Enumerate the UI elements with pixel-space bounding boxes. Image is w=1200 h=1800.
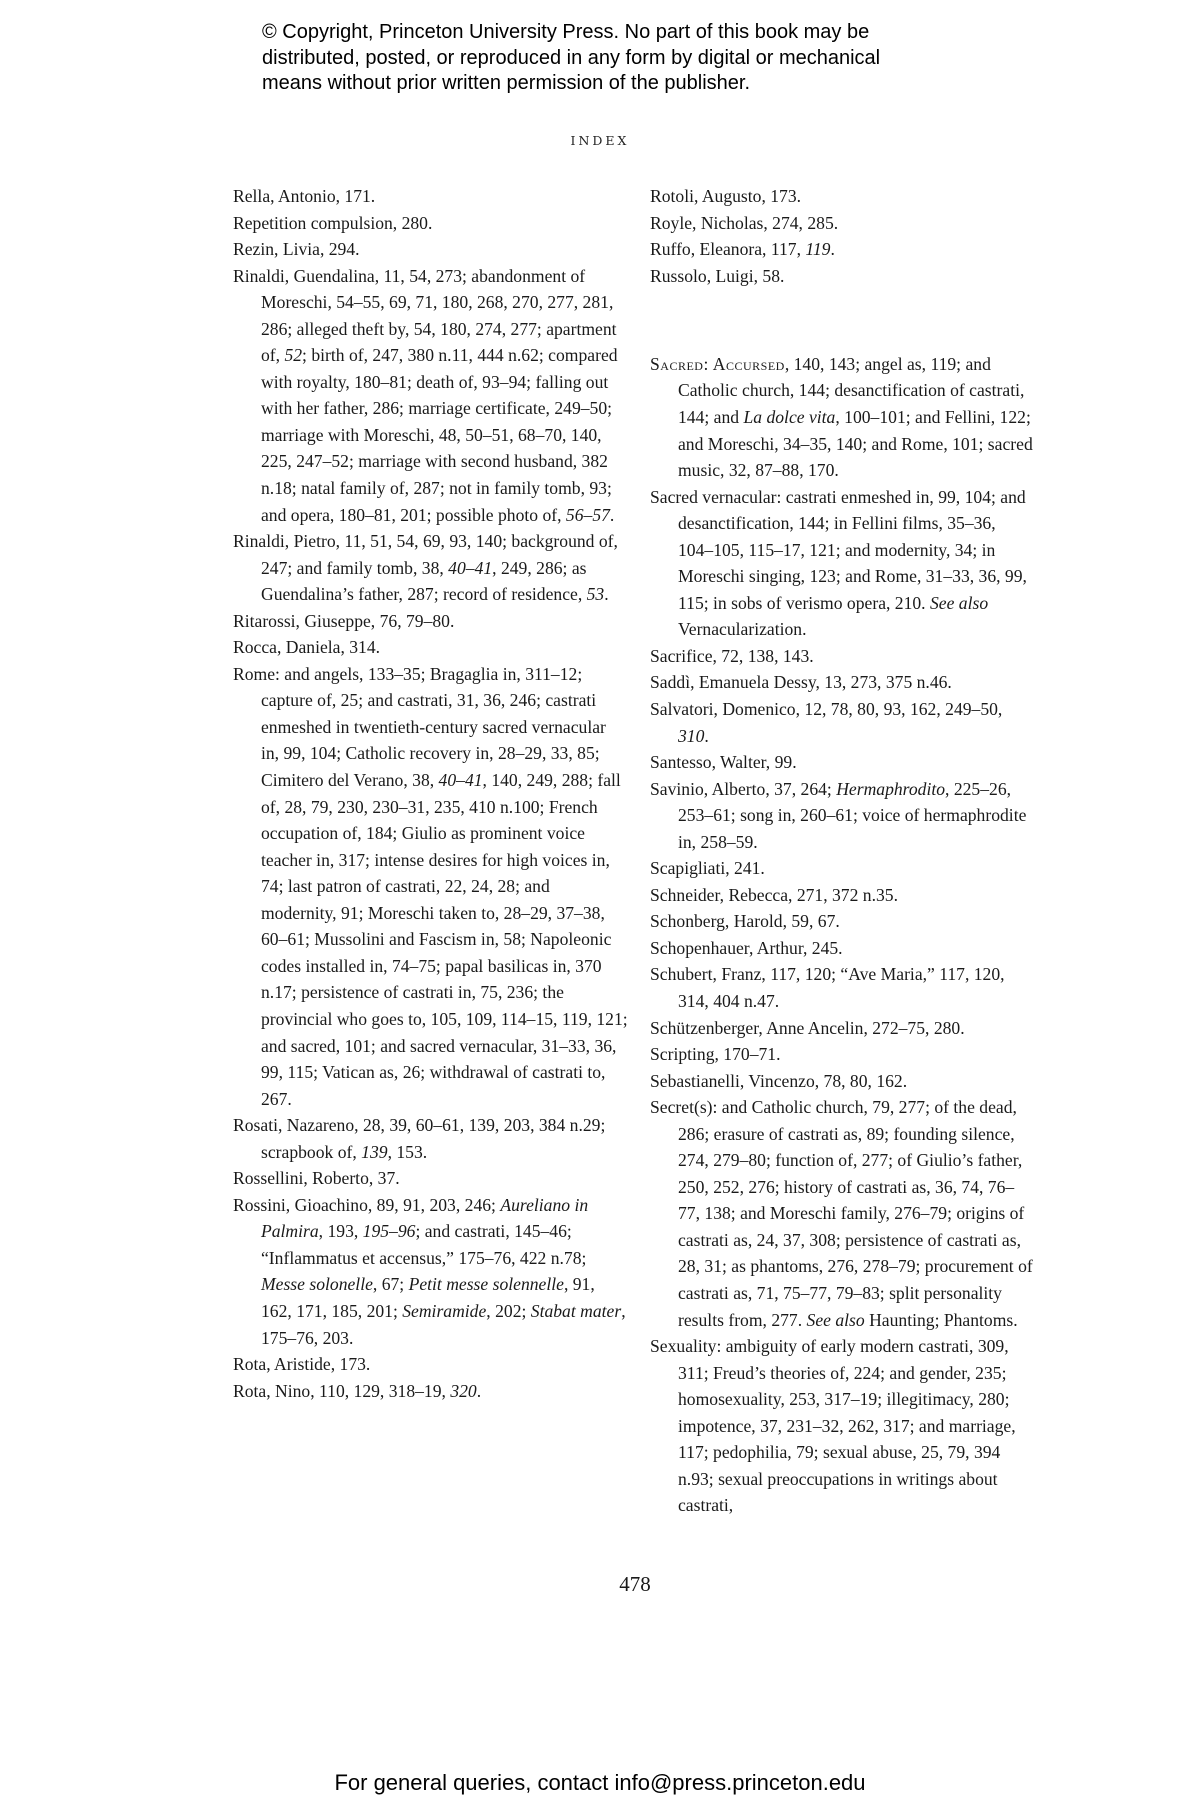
page-number: 478 [619, 1572, 651, 1596]
index-entry: Sacred vernacular: castrati enmeshed in, 99, 104; and desanctification, 144; in Fellini films, 35–36, 104–105, 115–17, 121; and modernity, 34; in Moreschi singing, 123; and Rome, 31–33, 36, 99, 115; in sobs of verismo opera, 210. See also Vernacularization. [650, 486, 1027, 640]
index-entry: Schubert, Franz, 117, 120; “Ave Maria,” 117, 120, 314, 404 n.47. [650, 964, 1005, 1011]
index-entry: Scripting, 170–71. [650, 1044, 781, 1065]
index-column-right [650, 183, 1035, 1519]
index-entry: Rocca, Daniela, 314. [233, 637, 381, 658]
index-entry: Salvatori, Domenico, 12, 78, 80, 93, 162, 249–50, 310. [650, 698, 1003, 746]
index-entry: Sacred: Accursed, 140, 143; angel as, 119; and Catholic church, 144; desanctification of castrati, 144; and La dolce vita, 100–101; and Fellini, 122; and Moreschi, 34–35, 140; and Rome, 101; sacred music, 32, 87–88, 170. [650, 353, 1033, 481]
index-entry: Ruffo, Eleanora, 117, 119. [650, 239, 835, 260]
index-entry: Repetition compulsion, 280. [233, 212, 433, 233]
copyright-line: means without prior written permission of the publisher. [262, 72, 751, 94]
index-entry: Russolo, Luigi, 58. [650, 265, 785, 286]
index-entry: Sacrifice, 72, 138, 143. [650, 645, 814, 666]
index-entry: Ritarossi, Giuseppe, 76, 79–80. [233, 610, 455, 631]
index-entry: Sebastianelli, Vincenzo, 78, 80, 162. [650, 1070, 908, 1091]
index-entry: Saddì, Emanuela Dessy, 13, 273, 375 n.46. [650, 672, 952, 693]
index-entry: Santesso, Walter, 99. [650, 752, 797, 773]
index-entry: Rota, Aristide, 173. [233, 1354, 371, 1375]
index-entry: Secret(s): and Catholic church, 79, 277; of the dead, 286; erasure of castrati as, 89; founding silence, 274, 279–80; function of, 277; of Giulio’s father, 250, 252, 276; history of castrati as, 36, 74, 76–77, 138; and Moreschi family, 276–79; origins of castrati as, 24, 37, 308; persistence of castrati as, 28, 31; as phantoms, 276, 278–79; procurement of castrati as, 71, 75–77, 79–83; split personality results from, 277. See also Haunting; Phantoms. [650, 1097, 1033, 1330]
index-entry: Scapigliati, 241. [650, 858, 765, 879]
index-entry: Schützenberger, Anne Ancelin, 272–75, 280. [650, 1017, 965, 1038]
running-head: INDEX [570, 133, 630, 148]
index-entry: Savinio, Alberto, 37, 264; Hermaphrodito, 225–26, 253–61; song in, 260–61; voice of hermaphrodite in, 258–59. [650, 778, 1027, 852]
index-entry: Rosati, Nazareno, 28, 39, 60–61, 139, 203, 384 n.29; scrapbook of, 139, 153. [233, 1115, 606, 1162]
index-entry: Schopenhauer, Arthur, 245. [650, 937, 843, 958]
index-entry: Rome: and angels, 133–35; Bragaglia in, 311–12; capture of, 25; and castrati, 31, 36, 246; castrati enmeshed in twentieth-century sacred vernacular in, 99, 104; Catholic recovery in, 28–29, 33, 85; Cimitero del Verano, 38, 40–41, 140, 249, 288; fall of, 28, 79, 230, 230–31, 235, 410 n.100; French occupation of, 184; Giulio as prominent voice teacher in, 317; intense desires for high voices in, 74; last patron of castrati, 22, 24, 28; and modernity, 91; Moreschi taken to, 28–29, 37–38, 60–61; Mussolini and Fascism in, 58; Napoleonic codes installed in, 74–75; papal basilicas in, 370 n.17; persistence of castrati in, 75, 236; the provincial who goes to, 105, 109, 114–15, 119, 121; and sacred, 101; and sacred vernacular, 31–33, 36, 99, 115; Vatican as, 26; withdrawal of castrati to, 267. [233, 663, 628, 1109]
index-entry: Rinaldi, Pietro, 11, 51, 54, 69, 93, 140; background of, 247; and family tomb, 38, 40–41, 249, 286; as Guendalina’s father, 287; record of residence, 53. [233, 531, 618, 605]
index-entry: Rota, Nino, 110, 129, 318–19, 320. [233, 1380, 482, 1401]
index-entry: Rossini, Gioachino, 89, 91, 203, 246; Aureliano in Palmira, 193, 195–96; and castrati, 145–46; “Inflammatus et accensus,” 175–76, 422 n.78; Messe solonelle, 67; Petit messe solennelle, 91, 162, 171, 185, 201; Semiramide, 202; Stabat mater, 175–76, 203. [233, 1194, 626, 1348]
index-entry: Rezin, Livia, 294. [233, 239, 360, 260]
index-column-left [233, 183, 628, 1404]
index-gap [650, 307, 1035, 334]
copyright-line: distributed, posted, or reproduced in any form by digital or mechanical [262, 46, 881, 69]
copyright-notice [262, 20, 1002, 97]
index-entry: Rella, Antonio, 171. [233, 186, 376, 206]
index-entry: Schonberg, Harold, 59, 67. [650, 911, 840, 932]
index-entry: Rinaldi, Guendalina, 11, 54, 273; abandonment of Moreschi, 54–55, 69, 71, 180, 268, 270, 277, 281, 286; alleged theft by, 54, 180, 274, 277; apartment of, 52; birth of, 247, 380 n.11, 444 n.62; compared with royalty, 180–81; death of, 93–94; falling out with her father, 286; marriage certificate, 249–50; marriage with Moreschi, 48, 50–51, 68–70, 140, 225, 247–52; marriage with second husband, 382 n.18; natal family of, 287; not in family tomb, 93; and opera, 180–81, 201; possible photo of, 56–57. [233, 265, 618, 525]
index-entry: Schneider, Rebecca, 271, 372 n.35. [650, 884, 898, 905]
footer-contact: For general queries, contact info@press.princeton.edu [334, 1770, 866, 1795]
index-entry: Royle, Nicholas, 274, 285. [650, 212, 839, 233]
index-entry: Sexuality: ambiguity of early modern castrati, 309, 311; Freud’s theories of, 224; and gender, 235; homosexuality, 253, 317–19; illegitimacy, 280; impotence, 37, 231–32, 262, 317; and marriage, 117; pedophilia, 79; sexual abuse, 25, 79, 394 n.93; sexual preoccupations in writings about castrati, [650, 1336, 1016, 1516]
copyright-line: © Copyright, Princeton University Press. No part of this book may be [262, 21, 870, 43]
index-entry: Rossellini, Roberto, 37. [233, 1168, 400, 1189]
index-entry: Rotoli, Augusto, 173. [650, 186, 802, 206]
